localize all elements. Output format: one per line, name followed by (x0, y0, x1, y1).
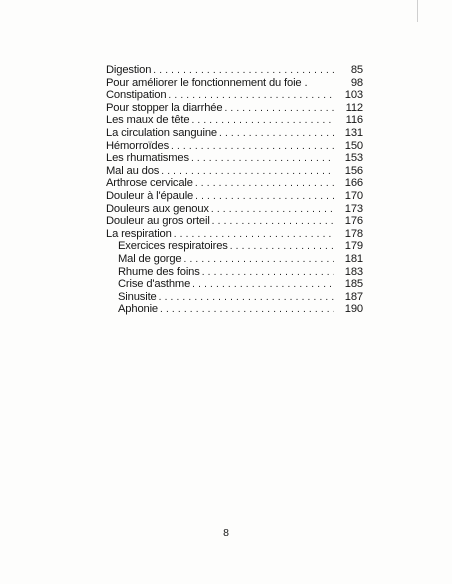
toc-dot-leader (195, 191, 334, 204)
toc-entry-title: Arthrose cervicale (106, 177, 193, 190)
toc-subentry (106, 266, 363, 279)
toc-dot-leader (224, 103, 334, 116)
toc-entry-page: 150 (344, 139, 363, 152)
toc-entry-page: 156 (344, 164, 363, 177)
toc-entry-title: Digestion (106, 64, 152, 76)
toc-entry-page: 98 (350, 76, 363, 89)
toc-entry-page: 103 (344, 89, 363, 102)
toc-entry-title: Crise d'asthme (118, 278, 191, 291)
toc-dot-leader (212, 216, 334, 229)
toc-subentry (106, 253, 363, 266)
toc-entry-title: Constipation (106, 89, 167, 102)
toc-dot-leader (219, 128, 334, 141)
toc-entry-title: Mal de gorge (118, 252, 182, 265)
toc-entry-page: 85 (350, 64, 363, 76)
toc-entry (106, 102, 363, 115)
toc-entry (106, 177, 363, 190)
toc-entry (106, 215, 363, 228)
toc-entry-page: 131 (344, 126, 363, 139)
toc-entry-title: La respiration (106, 227, 172, 240)
toc-entry-page: 116 (345, 114, 363, 127)
page-edge-mark (417, 0, 418, 22)
toc-entry-title: Pour stopper la diarrhée (106, 101, 223, 114)
toc-subentry (106, 303, 363, 316)
toc-dot-leader (171, 141, 334, 154)
toc-entry-title: Mal au dos (106, 164, 160, 177)
toc-entry-page: 170 (344, 189, 363, 202)
toc-entry (106, 203, 363, 216)
toc-entry (106, 190, 363, 203)
toc-entry-page: 166 (344, 177, 363, 190)
toc-entry (106, 114, 363, 127)
toc-entry-page: 173 (344, 202, 363, 215)
toc-dot-leader (191, 153, 334, 166)
toc-entry (106, 77, 363, 90)
toc-entry (106, 152, 363, 165)
toc-entry-title: Sinusite (118, 290, 157, 303)
toc-dot-leader (211, 204, 334, 217)
toc-dot-leader (195, 178, 334, 191)
toc-entry-title: Douleurs aux genoux (106, 202, 209, 215)
toc-entry-page: 112 (345, 101, 363, 114)
page-number: 8 (223, 527, 229, 539)
toc-entry (106, 165, 363, 178)
toc-entry-title: La circulation sanguine (106, 126, 217, 139)
toc-entry (106, 64, 363, 77)
toc-dot-leader (184, 254, 334, 267)
toc-entry (106, 228, 363, 241)
toc-entry-page: 178 (344, 227, 363, 240)
toc-entry-page: 190 (344, 303, 363, 316)
toc-dot-leader (160, 304, 334, 317)
toc-entry-title: Hémorroïdes (106, 139, 170, 152)
toc-entry-title: Les rhumatismes (106, 152, 189, 165)
toc-entry-page: 183 (344, 265, 363, 278)
toc-entry (106, 89, 363, 102)
table-of-contents (106, 64, 363, 316)
toc-entry-page: 179 (344, 240, 363, 253)
toc-subentry (106, 291, 363, 304)
toc-entry (106, 127, 363, 140)
toc-subentry (106, 240, 363, 253)
toc-entry (106, 140, 363, 153)
toc-entry-title: Les maux de tête (106, 114, 190, 127)
toc-dot-leader (159, 292, 334, 305)
toc-entry-title: Douleur au gros orteil (106, 215, 210, 228)
toc-entry-page: 176 (344, 215, 363, 228)
toc-entry-title: Pour améliorer le fonctionnement du foie . (106, 76, 308, 89)
toc-subentry (106, 278, 363, 291)
toc-entry-page: 187 (344, 290, 363, 303)
toc-entry-page: 181 (344, 252, 363, 265)
toc-entry-title: Rhume des foins (118, 265, 200, 278)
toc-entry-title: Douleur à l'épaule (106, 189, 194, 202)
toc-entry-page: 185 (344, 278, 363, 291)
toc-dot-leader (192, 279, 334, 292)
toc-entry-page: 153 (344, 152, 363, 165)
toc-dot-leader (202, 267, 334, 280)
toc-dot-leader (230, 241, 334, 254)
toc-entry-title: Exercices respiratoires (118, 240, 228, 253)
toc-entry-title: Aphonie (118, 303, 159, 316)
